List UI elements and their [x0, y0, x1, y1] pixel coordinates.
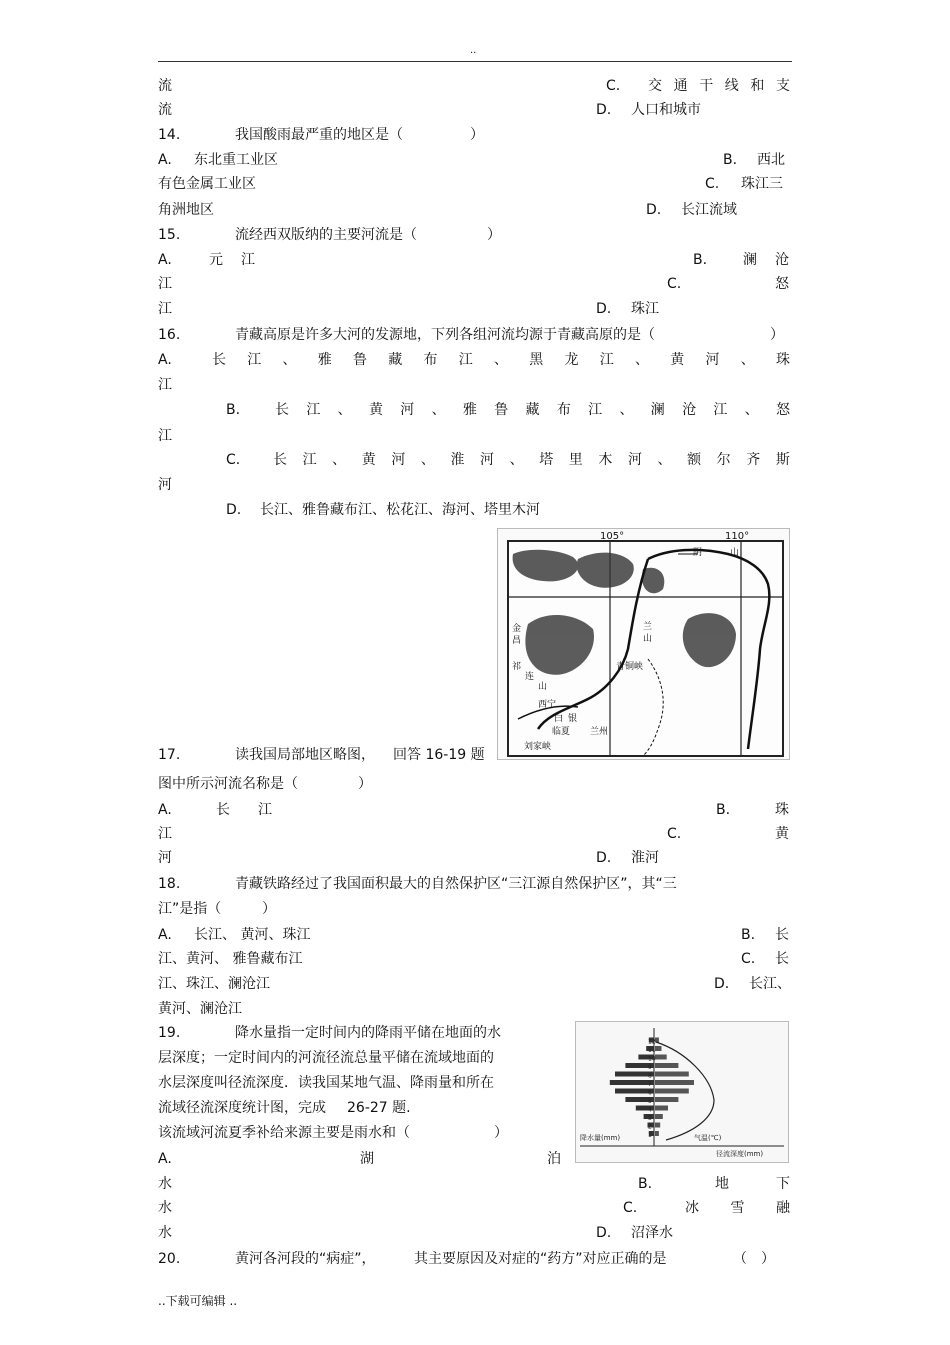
option-label: B. [638, 1176, 653, 1192]
option-label: D. [226, 502, 242, 518]
runoff-bar [655, 1123, 660, 1128]
place-label: 西宁 [538, 700, 557, 710]
option-text: 长江、 [749, 976, 791, 992]
question-close: ） [262, 901, 276, 917]
option-label: B. [226, 402, 241, 418]
text-line: 有色金属工业区 [158, 176, 256, 192]
question-number: 20. [158, 1251, 181, 1267]
place-label: 青铜峡 [616, 662, 644, 672]
option-label: A. [158, 927, 172, 943]
option-text: 泊 [547, 1151, 561, 1167]
lon-label: 110° [725, 531, 750, 542]
chart-ylabel: 气温(℃) [694, 1134, 722, 1142]
runoff-bar [655, 1046, 662, 1051]
place-label: 昌 [512, 636, 522, 646]
option-text: 长 江 、 黄 河 、 雅 鲁 藏 布 江 、 澜 沧 江 、 怒 [275, 402, 790, 418]
text-line: 26-27 题. [347, 1100, 411, 1116]
runoff-bar [655, 1063, 678, 1068]
text-line: 黄河、澜沧江 [158, 1001, 242, 1017]
month-tick: 8 [648, 1072, 652, 1080]
question-number: 15. [158, 227, 181, 243]
question-close: ） [487, 227, 501, 243]
option-text: 西北 [757, 152, 785, 168]
text-line: 流域径流深度统计图，完成 [158, 1100, 326, 1116]
runoff-bar [655, 1055, 667, 1060]
option-label: B. [723, 152, 738, 168]
month-tick: 10 [648, 1055, 656, 1063]
option-label: C. [667, 826, 682, 842]
option-text: 长 [775, 927, 789, 943]
option-label: D. [714, 976, 730, 992]
month-tick: 4 [648, 1106, 652, 1114]
option-label: B. [693, 252, 708, 268]
region-map [497, 528, 790, 760]
chart-ylabel: 径流深度(mm) [716, 1150, 764, 1158]
option-label: A. [158, 802, 172, 818]
text-line: 江、珠江、澜沧江 [158, 976, 270, 992]
option-label: B. [741, 927, 756, 943]
option-text: 人口和城市 [631, 102, 701, 118]
option-text: 地 下 [715, 1176, 790, 1192]
option-text: 交 通 干 线 和 支 [648, 78, 790, 94]
option-label: A. [158, 252, 172, 268]
option-label: C. [705, 176, 720, 192]
footer-text: ..下载可编辑 .. [158, 1294, 238, 1308]
text-line: 层深度；一定时间内的河流径流总量平储在流域地面的 [158, 1050, 494, 1066]
month-tick: 9 [648, 1064, 652, 1071]
question-stem: 流经西双版纳的主要河流是（ [235, 227, 417, 243]
question-number: 17. [158, 747, 181, 763]
option-label: C. [226, 452, 241, 468]
option-label: D. [646, 202, 662, 218]
option-text: 黄 [775, 826, 789, 842]
option-text: 元 江 [209, 252, 255, 268]
text-line: 水 [158, 1200, 172, 1216]
text-line: 该流域河流夏季补给来源主要是雨水和（ [158, 1125, 410, 1141]
text-line: 水 [158, 1225, 172, 1241]
month-tick: 1 [648, 1132, 652, 1139]
option-label: D. [596, 102, 612, 118]
place-label: 兰 [643, 622, 653, 632]
climate-chart [575, 1021, 789, 1163]
option-label: C. [741, 951, 756, 967]
option-text: 长 江 [216, 802, 272, 818]
text-line: 江 [158, 276, 172, 292]
option-text: 长 江 、 雅 鲁 藏 布 江 、 黑 龙 江 、 黄 河 、 珠 [212, 352, 790, 368]
text-line: 江、黄河、 雅鲁藏布江 [158, 951, 303, 967]
month-tick: 12 [648, 1038, 656, 1046]
text-line: 江 [158, 301, 172, 317]
option-text: 长江流域 [681, 202, 737, 218]
text-line: 角洲地区 [158, 202, 214, 218]
option-label: C. [667, 276, 682, 292]
question-stem: 黄河各河段的“病症”， [235, 1251, 376, 1267]
month-tick: 6 [648, 1089, 652, 1097]
question-number: 16. [158, 327, 181, 343]
question-number: 14. [158, 127, 181, 143]
option-label: B. [716, 802, 731, 818]
runoff-bar [655, 1114, 663, 1119]
option-text: 澜 沧 [743, 252, 789, 268]
place-label: 连 [525, 672, 535, 682]
runoff-bar [655, 1089, 689, 1094]
option-label: A. [158, 352, 172, 368]
option-text: 怒 [775, 276, 789, 292]
option-text: 长江、 黄河、珠江 [194, 927, 311, 943]
runoff-bar [655, 1072, 689, 1077]
option-text: 东北重工业区 [194, 152, 278, 168]
place-label: 山 [730, 548, 740, 558]
runoff-bar [655, 1131, 659, 1136]
place-label: 山 [538, 682, 548, 692]
month-tick: 5 [648, 1098, 652, 1105]
month-tick: 3 [648, 1115, 652, 1122]
option-text: 珠江三 [741, 176, 783, 192]
question-close: （ ） [733, 1251, 775, 1267]
option-label: D. [596, 850, 612, 866]
option-label: C. [623, 1200, 638, 1216]
option-text: 珠 [775, 802, 789, 818]
place-label: 白 [554, 714, 564, 724]
text-line: 江 [158, 377, 172, 393]
place-label: 祁 [512, 662, 522, 672]
runoff-bar [655, 1097, 678, 1102]
question-stem: 回答 16-19 题 [393, 747, 485, 763]
lon-label: 105° [600, 531, 625, 542]
question-stem: 降水量指一定时间内的降雨平储在地面的水 [235, 1025, 501, 1041]
option-text: 长 [775, 951, 789, 967]
place-label: 金 [512, 624, 522, 634]
month-tick: 7 [648, 1081, 652, 1088]
option-label: A. [158, 1151, 172, 1167]
option-label: D. [596, 301, 612, 317]
text-line: 江 [158, 428, 172, 444]
option-label: D. [596, 1225, 612, 1241]
option-text: 珠江 [631, 301, 659, 317]
question-stem: 读我国局部地区略图， [235, 747, 375, 763]
place-label: 山 [643, 634, 653, 644]
runoff-bar [655, 1106, 668, 1111]
option-text: 沼泽水 [631, 1225, 673, 1241]
text-line: 水层深度叫径流深度．读我国某地气温、降雨量和所在 [158, 1075, 494, 1091]
question-number: 19. [158, 1025, 181, 1041]
chart-ylabel: 降水量(mm) [580, 1134, 621, 1142]
question-close: ） [358, 776, 372, 792]
option-text: 长 江 、 黄 河 、 淮 河 、 塔 里 木 河 、 额 尔 齐 斯 [273, 452, 790, 468]
place-label: 刘家峡 [524, 742, 552, 752]
question-stem: 我国酸雨最严重的地区是（ [235, 127, 403, 143]
option-text: 长江、雅鲁藏布江、松花江、海河、塔里木河 [260, 502, 540, 518]
text-line: 江 [158, 826, 172, 842]
text-line: 图中所示河流名称是（ [158, 776, 298, 792]
text-line: 流 [158, 102, 172, 118]
option-label: A. [158, 152, 172, 168]
option-text: 冰 雪 融 [685, 1200, 790, 1216]
place-label: 兰州 [590, 727, 609, 737]
runoff-bar [655, 1080, 694, 1085]
question-close: ） [494, 1125, 508, 1141]
month-tick: 2 [648, 1123, 652, 1131]
text-line: 河 [158, 477, 172, 493]
place-label: 银 [568, 714, 578, 724]
text-line: 河 [158, 850, 172, 866]
question-stem: 青藏铁路经过了我国面积最大的自然保护区“三江源自然保护区”，其“三 [235, 876, 677, 892]
header-mark: .. [470, 45, 477, 56]
question-stem: 其主要原因及对症的“药方”对应正确的是 [414, 1251, 667, 1267]
option-text: 淮河 [631, 850, 659, 866]
text-line: 江”是指（ [158, 901, 222, 917]
header-rule [158, 61, 792, 62]
place-label: 临夏 [552, 727, 571, 737]
question-close: ） [470, 127, 484, 143]
text-line: 水 [158, 1176, 172, 1192]
option-text: 湖 [360, 1151, 374, 1167]
question-stem: 青藏高原是许多大河的发源地，下列各组河流均源于青藏高原的是（ [235, 327, 655, 343]
month-tick: 11 [648, 1047, 656, 1054]
place-label: 阴 [693, 548, 703, 558]
question-number: 18. [158, 876, 181, 892]
option-label: C. [606, 78, 621, 94]
question-close: ） [770, 327, 784, 343]
text-line: 流 [158, 78, 172, 94]
